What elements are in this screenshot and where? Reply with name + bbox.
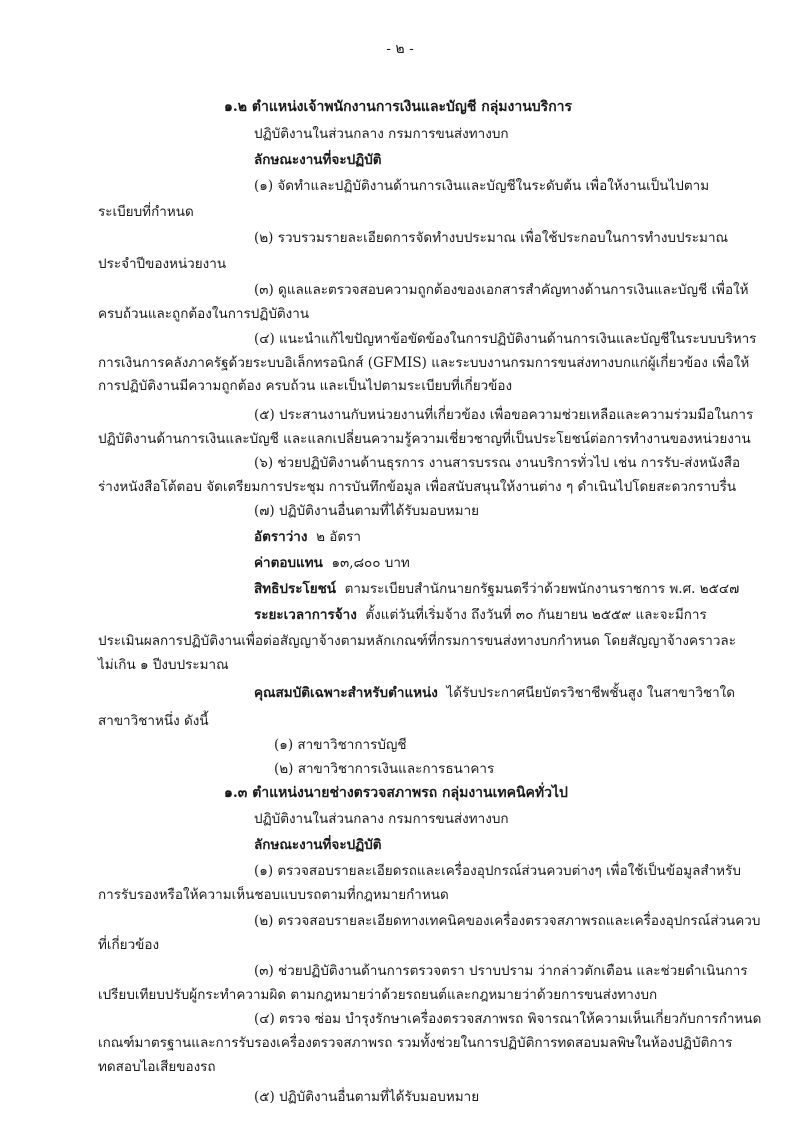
major-item: (๑) สาขาวิชาการบัญชี: [274, 737, 407, 753]
term-cont: ประเมินผลการปฏิบัติงานเพื่อต่อสัญญาจ้างตามหลักเกณฑ์ที่กรมการขนส่งทางบกกำหนด โดยสัญญาจ้างคราวละ: [98, 633, 736, 649]
term-row: [254, 604, 707, 626]
duty-item-cont: ระเบียบที่กำหนด: [98, 204, 194, 220]
duty-item-cont: ทดสอบไอเสียของรถ: [98, 1059, 216, 1075]
vacancy-label: อัตราว่าง: [254, 529, 308, 545]
section-1-2-duties-title: ลักษณะงานที่จะปฏิบัติ: [254, 152, 382, 168]
vacancy-value: ๒ อัตรา: [316, 529, 361, 545]
benefit-value: ตามระเบียบสำนักนายกรัฐมนตรีว่าด้วยพนักงานราชการ พ.ศ. ๒๕๔๗: [344, 581, 740, 597]
term-cont: ไม่เกิน ๑ ปีงบประมาณ: [98, 657, 229, 673]
benefit-row: [254, 578, 739, 600]
duty-item: (๕) ประสานงานกับหน่วยงานที่เกี่ยวข้อง เพื่อขอความช่วยเหลือและความร่วมมือในการ: [254, 407, 754, 423]
duty-item: (๑) จัดทำและปฏิบัติงานด้านการเงินและบัญชีในระดับต้น เพื่อให้งานเป็นไปตาม: [254, 178, 710, 194]
section-1-3-heading: ๑.๓ ตำแหน่งนายช่างตรวจสภาพรถ กลุ่มงานเทคนิคทั่วไป: [224, 785, 568, 801]
duty-item: (๑) ตรวจสอบรายละเอียดรถและเครื่องอุปกรณ์ส่วนควบต่างๆ เพื่อใช้เป็นข้อมูลสำหรับ: [254, 863, 741, 879]
benefit-label: สิทธิประโยชน์: [254, 581, 337, 597]
duty-item: (๓) ดูแลและตรวจสอบความถูกต้องของเอกสารสำคัญทางด้านการเงินและบัญชี เพื่อให้: [254, 282, 749, 298]
section-1-2-workplace: ปฏิบัติงานในส่วนกลาง กรมการขนส่งทางบก: [254, 126, 509, 142]
pay-value: ๑๓,๘๐๐ บาท: [331, 555, 410, 571]
duty-item-cont: การรับรองหรือให้ความเห็นชอบแบบรถตามที่กฎหมายกำหนด: [98, 887, 449, 903]
qualification-value: ได้รับประกาศนียบัตรวิชาชีพชั้นสูง ในสาขาวิชาใด: [446, 685, 736, 701]
qualification-label: คุณสมบัติเฉพาะสำหรับตำแหน่ง: [254, 685, 438, 701]
page-number: - ๒ -: [386, 41, 414, 57]
duty-item-cont: การเงินการคลังภาครัฐด้วยระบบอิเล็กทรอนิกส์ (GFMIS) และระบบงานกรมการขนส่งทางบกแก่ผู้เกี่ยวข้อง เพื่อให้: [98, 355, 750, 371]
duty-item: (๔) ตรวจ ซ่อม บำรุงรักษาเครื่องตรวจสภาพรถ พิจารณาให้ความเห็นเกี่ยวกับการกำหนด: [254, 1011, 762, 1027]
pay-row: [254, 552, 410, 574]
qualification-row: [254, 682, 735, 704]
pay-label: ค่าตอบแทน: [254, 555, 323, 571]
duty-item-cont: ครบถ้วนและถูกต้องในการปฏิบัติงาน: [98, 306, 310, 322]
duty-item-cont: ปฏิบัติงานด้านการเงินและบัญชี และแลกเปลี่ยนความรู้ความเชี่ยวชาญที่เป็นประโยชน์ต่อการทำงานของหน่วยงาน: [98, 431, 751, 447]
duty-item: (๔) แนะนำแก้ไขปัญหาข้อขัดข้องในการปฏิบัติงานด้านการเงินและบัญชีในระบบบริหาร: [254, 331, 757, 347]
qualification-cont: สาขาวิชาหนึ่ง ดังนี้: [98, 713, 209, 729]
term-value: ตั้งแต่วันที่เริ่มจ้าง ถึงวันที่ ๓๐ กันยายน ๒๕๕๙ และจะมีการ: [365, 607, 707, 623]
section-1-2-heading: ๑.๒ ตำแหน่งเจ้าพนักงานการเงินและบัญชี กลุ่มงานบริการ: [224, 99, 573, 115]
duty-item-cont: ที่เกี่ยวข้อง: [98, 937, 160, 953]
duty-item-cont: เปรียบเทียบปรับผู้กระทำความผิด ตามกฎหมายว่าด้วยรถยนต์และกฎหมายว่าด้วยการขนส่งทางบก: [98, 987, 658, 1003]
section-1-3-duties-title: ลักษณะงานที่จะปฏิบัติ: [254, 837, 382, 853]
duty-item-cont: การปฏิบัติงานมีความถูกต้อง ครบถ้วน และเป็นไปตามระเบียบที่เกี่ยวข้อง: [98, 378, 513, 394]
duty-item: (๓) ช่วยปฏิบัติงานด้านการตรวจตรา ปราบปราม ว่ากล่าวตักเตือน และช่วยดำเนินการ: [254, 963, 748, 979]
duty-item: (๖) ช่วยปฏิบัติงานด้านธุรการ งานสารบรรณ งานบริการทั่วไป เช่น การรับ-ส่งหนังสือ: [254, 455, 741, 471]
vacancy-row: [254, 526, 361, 548]
duty-item: (๗) ปฏิบัติงานอื่นตามที่ได้รับมอบหมาย: [254, 503, 480, 519]
duty-item-cont: ร่างหนังสือโต้ตอบ จัดเตรียมการประชุม การบันทึกข้อมูล เพื่อสนับสนุนให้งานต่าง ๆ ดำเนินไปโดยสะดวกราบรื่น: [98, 479, 737, 495]
duty-item: (๒) ตรวจสอบรายละเอียดทางเทคนิคของเครื่องตรวจสภาพรถและเครื่องอุปกรณ์ส่วนควบ: [254, 913, 761, 929]
section-1-3-workplace: ปฏิบัติงานในส่วนกลาง กรมการขนส่งทางบก: [254, 811, 509, 827]
duty-item: (๕) ปฏิบัติงานอื่นตามที่ได้รับมอบหมาย: [254, 1089, 480, 1105]
duty-item: (๒) รวบรวมรายละเอียดการจัดทำงบประมาณ เพื่อใช้ประกอบในการทำงบประมาณ: [254, 230, 729, 246]
major-item: (๒) สาขาวิชาการเงินและการธนาคาร: [274, 761, 495, 777]
term-label: ระยะเวลาการจ้าง: [254, 607, 357, 623]
duty-item-cont: ประจำปีของหน่วยงาน: [98, 256, 227, 272]
duty-item-cont: เกณฑ์มาตรฐานและการรับรองเครื่องตรวจสภาพรถ รวมทั้งช่วยในการปฏิบัติการทดสอบมลพิษในห้องปฏิบัติการ: [98, 1035, 733, 1051]
